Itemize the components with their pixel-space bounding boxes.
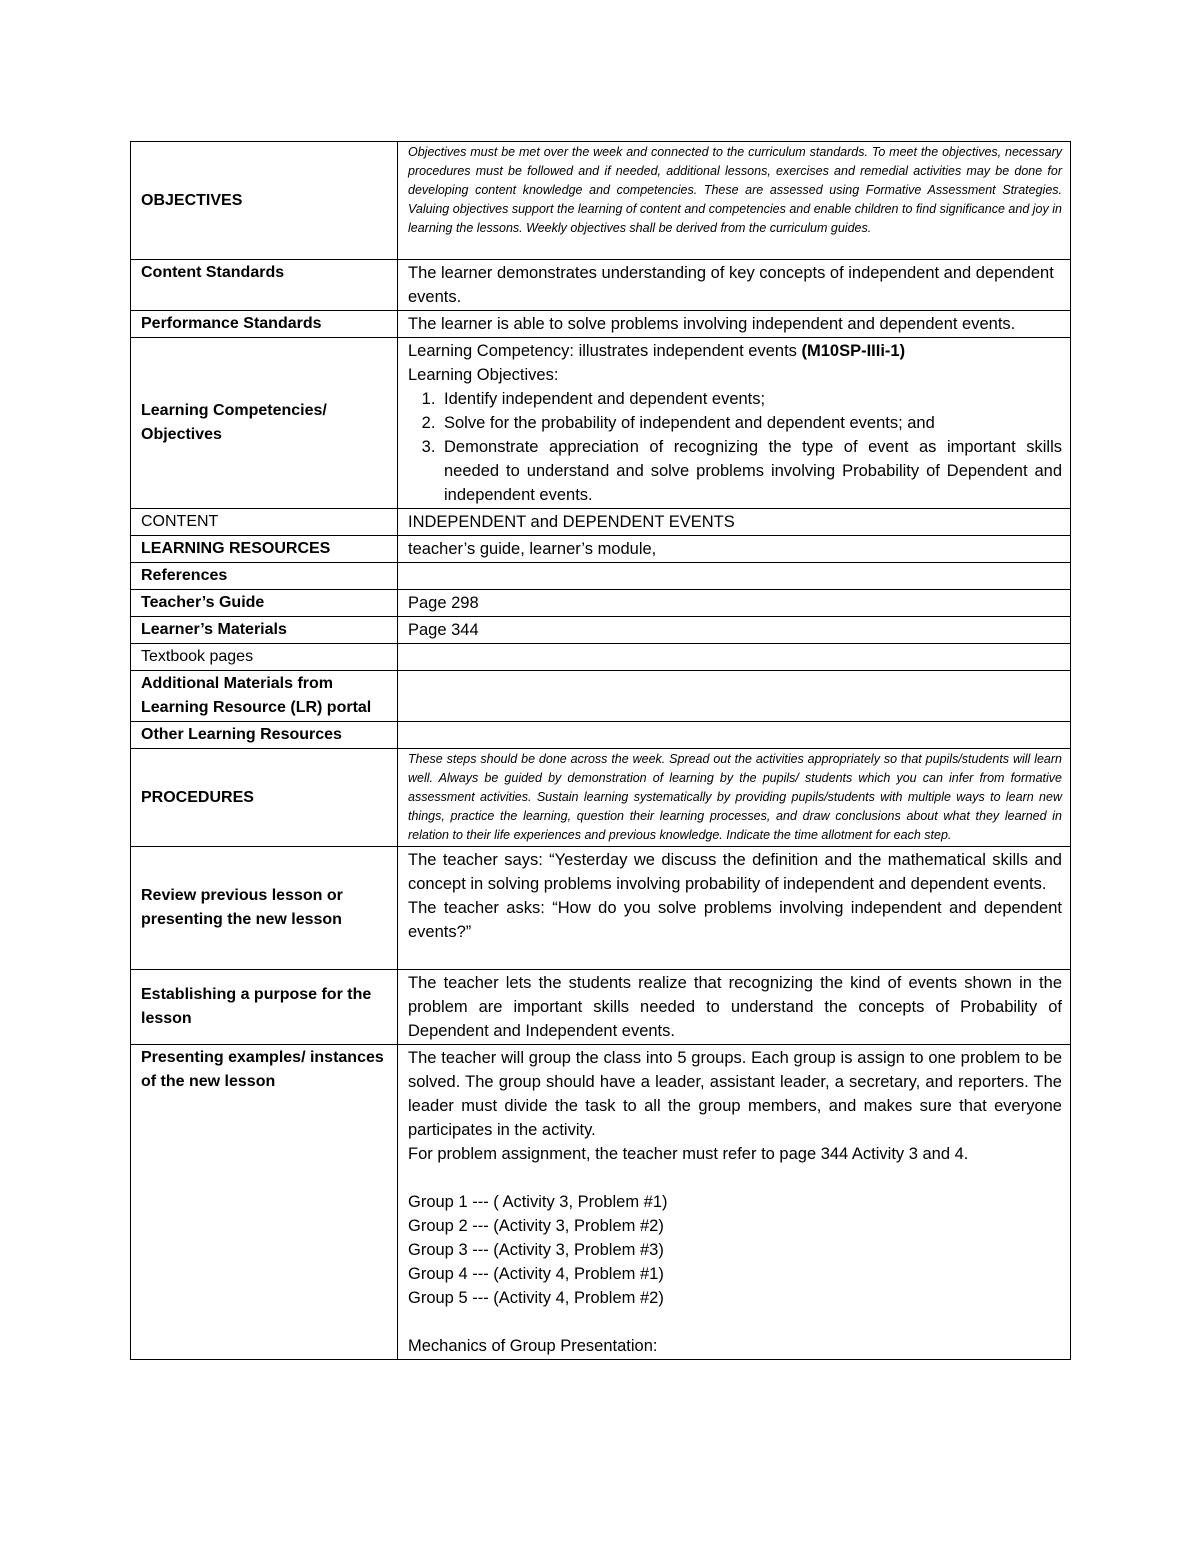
table-row xyxy=(131,590,1071,617)
table-row xyxy=(131,338,1071,509)
lesson-plan-table xyxy=(130,141,1071,1360)
competency-prefix: Learning Competency: illustrates independent events xyxy=(408,342,802,360)
textbook-pages-text xyxy=(398,644,1071,671)
references-label: References xyxy=(131,563,398,590)
competencies-label: Learning Competencies/ Objectives xyxy=(131,338,398,509)
spacer xyxy=(408,1310,1062,1334)
textbook-pages-label: Textbook pages xyxy=(131,644,398,671)
table-row xyxy=(131,749,1071,847)
table-row xyxy=(131,509,1071,536)
additional-materials-label: Additional Materials from Learning Resource (LR) portal xyxy=(131,671,398,722)
spacer xyxy=(408,944,1062,968)
list-item: 3. Demonstrate appreciation of recognizing the type of event as important skills needed to understand and solve problems involving Probability of Dependent and independent events. xyxy=(440,435,1062,507)
competencies-cell xyxy=(398,338,1071,509)
content-standards-text: The learner demonstrates understanding of key concepts of independent and dependent events. xyxy=(398,260,1071,311)
table-row xyxy=(131,617,1071,644)
table-row xyxy=(131,536,1071,563)
other-resources-text xyxy=(398,722,1071,749)
group-item: Group 2 --- (Activity 3, Problem #2) xyxy=(408,1217,664,1235)
objectives-label: OBJECTIVES xyxy=(131,142,398,260)
group-item: Group 3 --- (Activity 3, Problem #3) xyxy=(408,1241,664,1259)
content-label: CONTENT xyxy=(131,509,398,536)
examples-assignment: For problem assignment, the teacher must refer to page 344 Activity 3 and 4. xyxy=(408,1145,969,1163)
lesson-plan-page xyxy=(130,141,1070,1360)
purpose-label: Establishing a purpose for the lesson xyxy=(131,970,398,1045)
table-row xyxy=(131,260,1071,311)
table-row xyxy=(131,311,1071,338)
table-row xyxy=(131,644,1071,671)
table-row xyxy=(131,671,1071,722)
objectives-list xyxy=(408,387,1062,507)
group-item: Group 5 --- (Activity 4, Problem #2) xyxy=(408,1289,664,1307)
table-row xyxy=(131,970,1071,1045)
teachers-guide-text: Page 298 xyxy=(398,590,1071,617)
review-says: The teacher says: “Yesterday we discuss the definition and the mathematical skills and concept in solving problems involving probability of independent and dependent events. xyxy=(408,851,1062,893)
competency-code: (M10SP-IIIi-1) xyxy=(801,342,906,360)
additional-materials-text xyxy=(398,671,1071,722)
examples-cell xyxy=(398,1045,1071,1360)
performance-standards-text: The learner is able to solve problems involving independent and dependent events. xyxy=(398,311,1071,338)
table-row xyxy=(131,722,1071,749)
table-row xyxy=(131,563,1071,590)
group-item: Group 1 --- ( Activity 3, Problem #1) xyxy=(408,1193,668,1211)
list-item: 2. Solve for the probability of independent and dependent events; and xyxy=(440,411,1062,435)
examples-label: Presenting examples/ instances of the new lesson xyxy=(131,1045,398,1360)
examples-paragraph: The teacher will group the class into 5 groups. Each group is assign to one problem to be solved. The group should have a leader, assistant leader, a secretary, and reporters. The leader must divide the task to all the group members, and makes sure that everyone participates in the activity. xyxy=(408,1049,1062,1139)
objectives-heading: Learning Objectives: xyxy=(408,366,559,384)
learners-materials-label: Learner’s Materials xyxy=(131,617,398,644)
table-row xyxy=(131,847,1071,970)
procedures-text: These steps should be done across the week. Spread out the activities appropriately so that pupils/students will learn well. Always be guided by demonstration of learning by the pupils/ students which you can infer from formative assessment activities. Sustain learning systematically by providing pupils/students with multiple ways to learn new things, practice the learning, question their learning processes, and draw conclusions about what they learned in relation to their life experiences and previous knowledge. Indicate the time allotment for each step. xyxy=(398,749,1071,847)
review-asks: The teacher asks: “How do you solve problems involving independent and dependent events?” xyxy=(408,899,1062,941)
purpose-text: The teacher lets the students realize that recognizing the kind of events shown in the problem are important skills needed to understand the concepts of Probability of Dependent and Independent events. xyxy=(398,970,1071,1045)
examples-mechanics: Mechanics of Group Presentation: xyxy=(408,1337,658,1355)
teachers-guide-label: Teacher’s Guide xyxy=(131,590,398,617)
learners-materials-text: Page 344 xyxy=(398,617,1071,644)
list-item: 1. Identify independent and dependent events; xyxy=(440,387,1062,411)
content-text: INDEPENDENT and DEPENDENT EVENTS xyxy=(398,509,1071,536)
learning-resources-label: LEARNING RESOURCES xyxy=(131,536,398,563)
references-text xyxy=(398,563,1071,590)
review-cell xyxy=(398,847,1071,970)
content-standards-label: Content Standards xyxy=(131,260,398,311)
procedures-label: PROCEDURES xyxy=(131,749,398,847)
table-row xyxy=(131,1045,1071,1360)
table-row xyxy=(131,142,1071,260)
spacer xyxy=(408,1166,1062,1190)
other-resources-label: Other Learning Resources xyxy=(131,722,398,749)
learning-resources-text: teacher’s guide, learner’s module, xyxy=(398,536,1071,563)
group-item: Group 4 --- (Activity 4, Problem #1) xyxy=(408,1265,664,1283)
review-label: Review previous lesson or presenting the new lesson xyxy=(131,847,398,970)
performance-standards-label: Performance Standards xyxy=(131,311,398,338)
competency-line xyxy=(408,339,1062,363)
objectives-text: Objectives must be met over the week and connected to the curriculum standards. To meet the objectives, necessary procedures must be followed and if needed, additional lessons, exercises and remedial activities may be done for developing content knowledge and competencies. These are assessed using Formative Assessment Strategies. Valuing objectives support the learning of content and competencies and enable children to find significance and joy in learning the lessons. Weekly objectives shall be derived from the curriculum guides. xyxy=(398,142,1071,260)
